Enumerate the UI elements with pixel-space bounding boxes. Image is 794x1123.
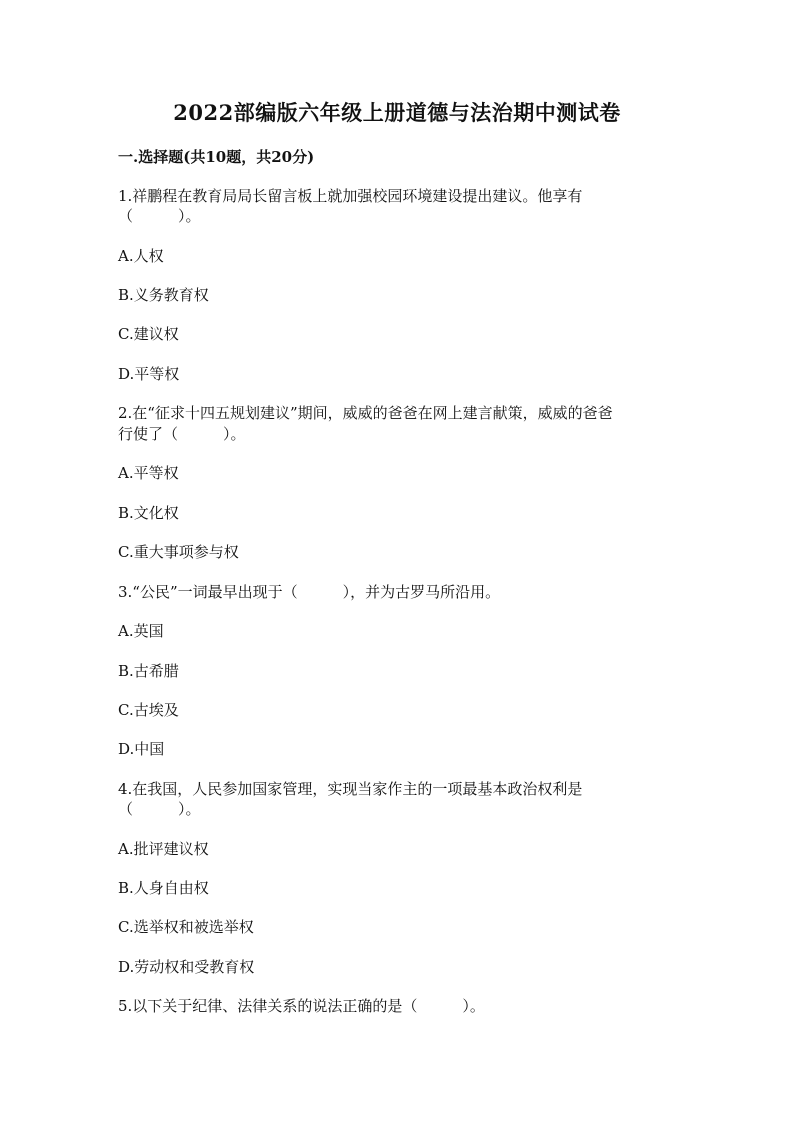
question-4-option-a: A.批评建议权 <box>118 840 209 858</box>
question-2-stem-line1: 2.在“征求十四五规划建议”期间，威威的爸爸在网上建言献策，威威的爸爸 <box>118 404 613 422</box>
question-3-option-a: A.英国 <box>118 622 164 640</box>
question-1-stem-line2: （ ）。 <box>118 207 201 225</box>
question-4-option-d: D.劳动权和受教育权 <box>118 958 255 976</box>
section-heading: 一.选择题(共10题，共20分) <box>118 148 315 166</box>
question-3-option-d: D.中国 <box>118 740 165 758</box>
question-4-stem-line2: （ ）。 <box>118 800 201 818</box>
question-4-option-c: C.选举权和被选举权 <box>118 918 254 936</box>
question-1-option-b: B.义务教育权 <box>118 286 209 304</box>
question-1-option-d: D.平等权 <box>118 365 180 383</box>
question-2-stem-line2: 行使了（ ）。 <box>118 425 246 443</box>
question-3-stem-line1: 3.“公民”一词最早出现于（ ），并为古罗马所沿用。 <box>118 583 501 601</box>
question-5-stem-line1: 5.以下关于纪律、法律关系的说法正确的是（ ）。 <box>118 997 485 1015</box>
question-2-option-c: C.重大事项参与权 <box>118 543 239 561</box>
question-2-option-b: B.文化权 <box>118 504 179 522</box>
question-4-stem-line1: 4.在我国，人民参加国家管理，实现当家作主的一项最基本政治权利是 <box>118 780 583 798</box>
question-1-option-a: A.人权 <box>118 247 164 265</box>
document-title: 2022部编版六年级上册道德与法治期中测试卷 <box>173 100 621 125</box>
question-1-option-c: C.建议权 <box>118 325 179 343</box>
question-2-option-a: A.平等权 <box>118 464 179 482</box>
question-4-option-b: B.人身自由权 <box>118 879 209 897</box>
question-3-option-b: B.古希腊 <box>118 662 179 680</box>
question-1-stem-line1: 1.祥鹏程在教育局局长留言板上就加强校园环境建设提出建议。他享有 <box>118 187 583 205</box>
question-3-option-c: C.古埃及 <box>118 701 179 719</box>
